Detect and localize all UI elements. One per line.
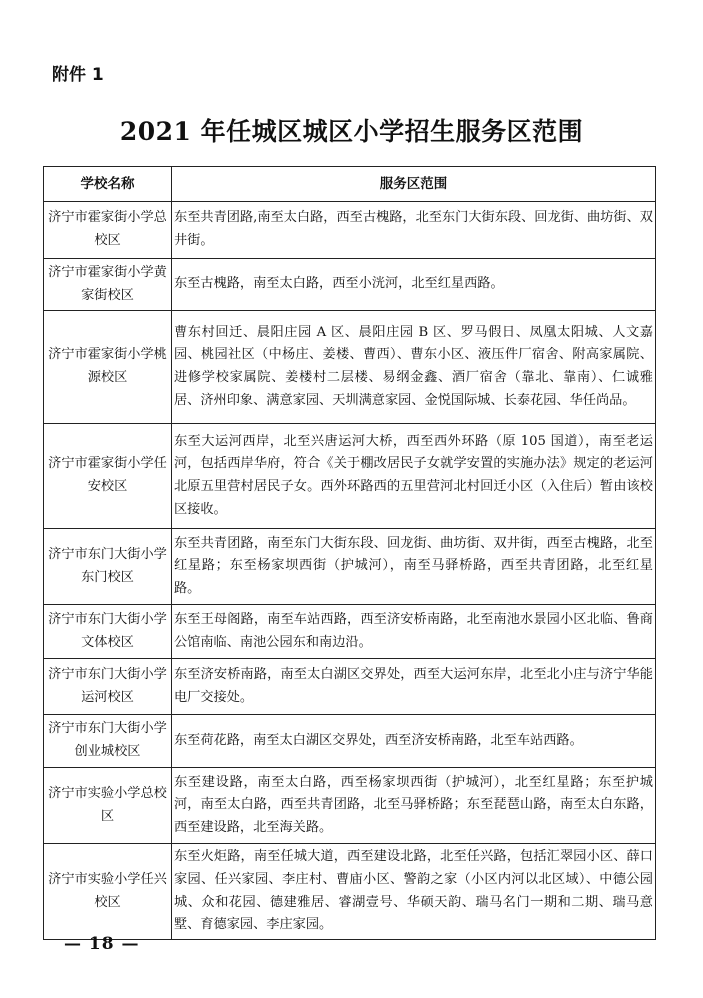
table-row xyxy=(44,605,656,659)
table-row xyxy=(44,202,656,259)
service-scope-cell: 东至王母阁路，南至车站西路，西至济安桥南路，北至南池水景园小区北临、鲁商公馆南临、南池公园东和南边沿。 xyxy=(172,605,656,659)
table-header-row xyxy=(44,167,656,202)
school-name-cell: 济宁市霍家街小学桃源校区 xyxy=(44,311,172,424)
service-area-table xyxy=(43,166,656,940)
service-scope-cell: 东至共青团路,南至太白路，西至古槐路，北至东门大街东段、回龙街、曲坊街、双井街。 xyxy=(172,202,656,259)
table-row xyxy=(44,844,656,940)
service-scope-cell: 东至荷花路，南至太白湖区交界处，西至济安桥南路，北至车站西路。 xyxy=(172,715,656,768)
table-row xyxy=(44,259,656,311)
column-header-school: 学校名称 xyxy=(44,167,172,202)
table-row xyxy=(44,659,656,715)
table-row xyxy=(44,715,656,768)
school-name-cell: 济宁市东门大街小学文体校区 xyxy=(44,605,172,659)
service-scope-cell: 曹东村回迁、晨阳庄园 A 区、晨阳庄园 B 区、罗马假日、凤凰太阳城、人文嘉园、桃园社区（中杨庄、姜楼、曹西）、曹东小区、液压件厂宿舍、附高家属院、进修学校家属院、姜楼村二层楼、易纲金鑫、酒厂宿舍（靠北、靠南）、仁诚雅居、济州印象、满意家园、天圳满意家园、金悦国际城、长泰花园、华任尚品。 xyxy=(172,311,656,424)
school-name-cell: 济宁市东门大街小学运河校区 xyxy=(44,659,172,715)
service-scope-cell: 东至济安桥南路，南至太白湖区交界处，西至大运河东岸，北至北小庄与济宁华能电厂交接处。 xyxy=(172,659,656,715)
school-name-cell: 济宁市东门大街小学创业城校区 xyxy=(44,715,172,768)
page-number: — 18 — xyxy=(64,934,140,954)
table-row xyxy=(44,768,656,844)
school-name-cell: 济宁市东门大街小学东门校区 xyxy=(44,529,172,605)
school-name-cell: 济宁市实验小学总校区 xyxy=(44,768,172,844)
column-header-scope: 服务区范围 xyxy=(172,167,656,202)
document-title: 2021 年任城区城区小学招生服务区范围 xyxy=(119,117,584,146)
attachment-label: 附件 1 xyxy=(52,65,104,85)
service-scope-cell: 东至建设路，南至太白路，西至杨家坝西街（护城河），北至红星路；东至护城河，南至太白路，西至共青团路，北至马驿桥路；东至琵琶山路，南至太白东路，西至建设路，北至海关路。 xyxy=(172,768,656,844)
service-scope-cell: 东至大运河西岸，北至兴唐运河大桥，西至西外环路（原 105 国道），南至老运河，包括西岸华府，符合《关于棚改居民子女就学安置的实施办法》规定的老运河北原五里营村居民子女。西外环路西的五里营河北村回迁小区（入住后）暂由该校区接收。 xyxy=(172,424,656,529)
table-row xyxy=(44,424,656,529)
table-row xyxy=(44,529,656,605)
table-row xyxy=(44,311,656,424)
service-scope-cell: 东至火炬路，南至任城大道，西至建设北路，北至任兴路，包括汇翠园小区、薛口家园、任兴家园、李庄村、曹庙小区、警韵之家（小区内河以北区域）、中德公园城、众和花园、德建雅居、睿湖壹号、华硕天韵、瑞马名门一期和二期、瑞马意墅、育德家园、李庄家园。 xyxy=(172,844,656,940)
school-name-cell: 济宁市霍家街小学总校区 xyxy=(44,202,172,259)
school-name-cell: 济宁市霍家街小学任安校区 xyxy=(44,424,172,529)
service-scope-cell: 东至共青团路，南至东门大街东段、回龙街、曲坊街、双井街，西至古槐路，北至红星路；东至杨家坝西街（护城河），南至马驿桥路，西至共青团路，北至红星路。 xyxy=(172,529,656,605)
school-name-cell: 济宁市实验小学任兴校区 xyxy=(44,844,172,940)
service-scope-cell: 东至古槐路，南至太白路，西至小洸河，北至红星西路。 xyxy=(172,259,656,311)
school-name-cell: 济宁市霍家街小学黄家街校区 xyxy=(44,259,172,311)
